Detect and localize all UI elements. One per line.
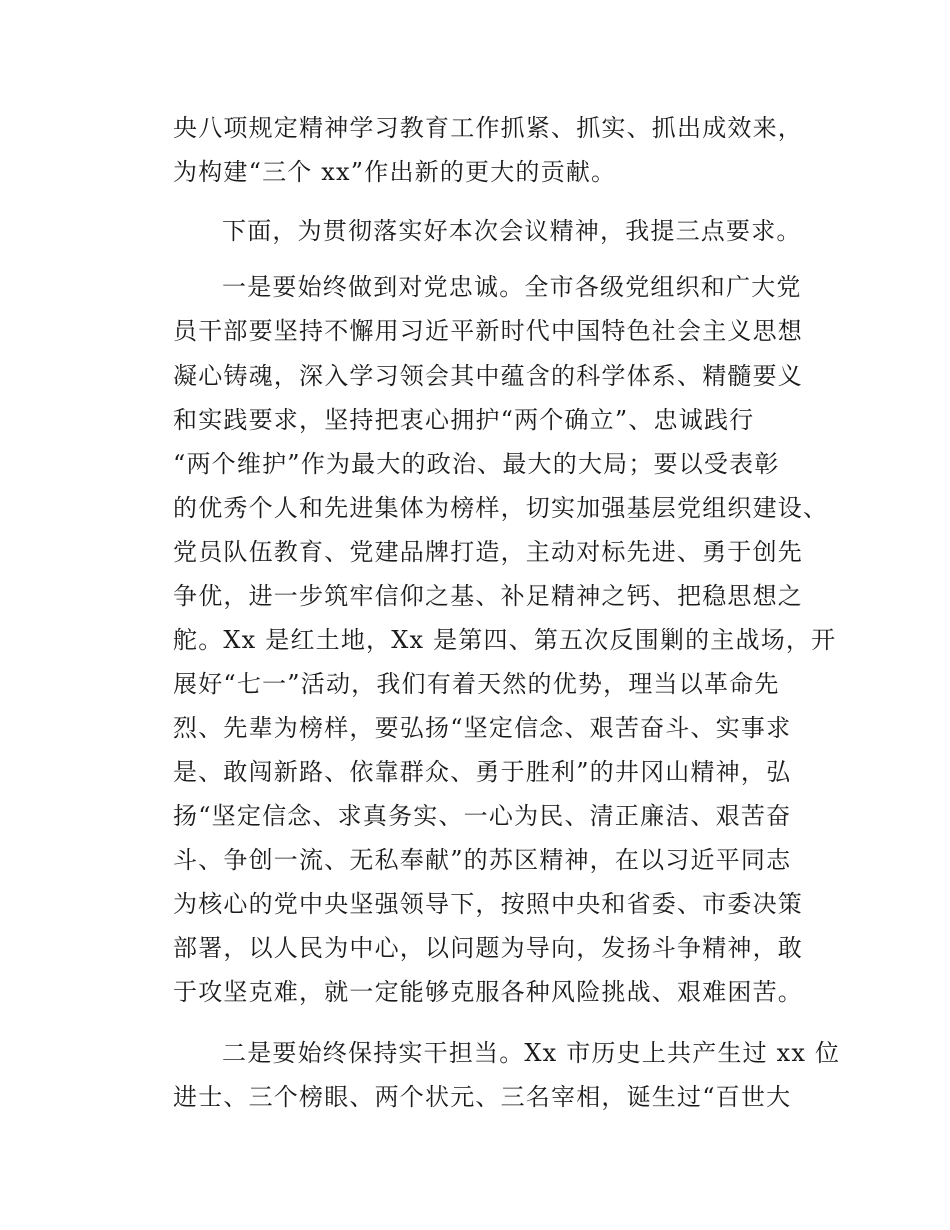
text-line: 舵。Xx 是红土地，Xx 是第四、第五次反围剿的主战场，开 — [173, 626, 837, 654]
text-line: 员干部要坚持不懈用习近平新时代中国特色社会主义思想 — [173, 317, 803, 345]
text-line: 一是要始终做到对党忠诚。全市各级党组织和广大党 — [222, 273, 802, 301]
text-line: 于攻坚克难，就一定能够克服各种风险挑战、艰难困苦。 — [173, 978, 803, 1006]
text-line: 为核心的党中央坚强领导下，按照中央和省委、市委决策 — [173, 890, 803, 918]
text-line: 展好“七一”活动，我们有着天然的优势，理当以革命先 — [173, 670, 780, 698]
text-line: 下面，为贯彻落实好本次会议精神，我提三点要求。 — [222, 217, 802, 245]
text-line: 党员队伍教育、党建品牌打造，主动对标先进、勇于创先 — [173, 538, 803, 566]
text-line: 烈、先辈为榜样，要弘扬“坚定信念、艰苦奋斗、实事求 — [173, 714, 792, 742]
text-line: 进士、三个榜眼、两个状元、三名宰相，诞生过“百世大 — [173, 1083, 792, 1111]
text-line: 二是要始终保持实干担当。Xx 市历史上共产生过 xx 位 — [222, 1039, 841, 1067]
text-line: 凝心铸魂，深入学习领会其中蕴含的科学体系、精髓要义 — [173, 362, 803, 390]
text-line: 是、敢闯新路、依靠群众、勇于胜利”的井冈山精神，弘 — [173, 758, 792, 786]
text-line: 争优，进一步筑牢信仰之基、补足精神之钙、把稳思想之 — [173, 582, 803, 610]
text-line: 为构建“三个 xx”作出新的更大的贡献。 — [173, 158, 617, 186]
text-line: 和实践要求，坚持把衷心拥护“两个确立”、忠诚践行 — [173, 406, 755, 434]
text-line: 扬“坚定信念、求真务实、一心为民、清正廉洁、艰苦奋 — [173, 802, 792, 830]
text-line: “两个维护”作为最大的政治、最大的大局；要以受表彰 — [173, 450, 780, 478]
text-line: 斗、争创一流、无私奉献”的苏区精神，在以习近平同志 — [173, 846, 792, 874]
text-line: 央八项规定精神学习教育工作抓紧、抓实、抓出成效来， — [173, 114, 803, 142]
text-line: 部署，以人民为中心，以问题为导向，发扬斗争精神，敢 — [173, 934, 803, 962]
text-line: 的优秀个人和先进集体为榜样，切实加强基层党组织建设、 — [173, 494, 829, 522]
